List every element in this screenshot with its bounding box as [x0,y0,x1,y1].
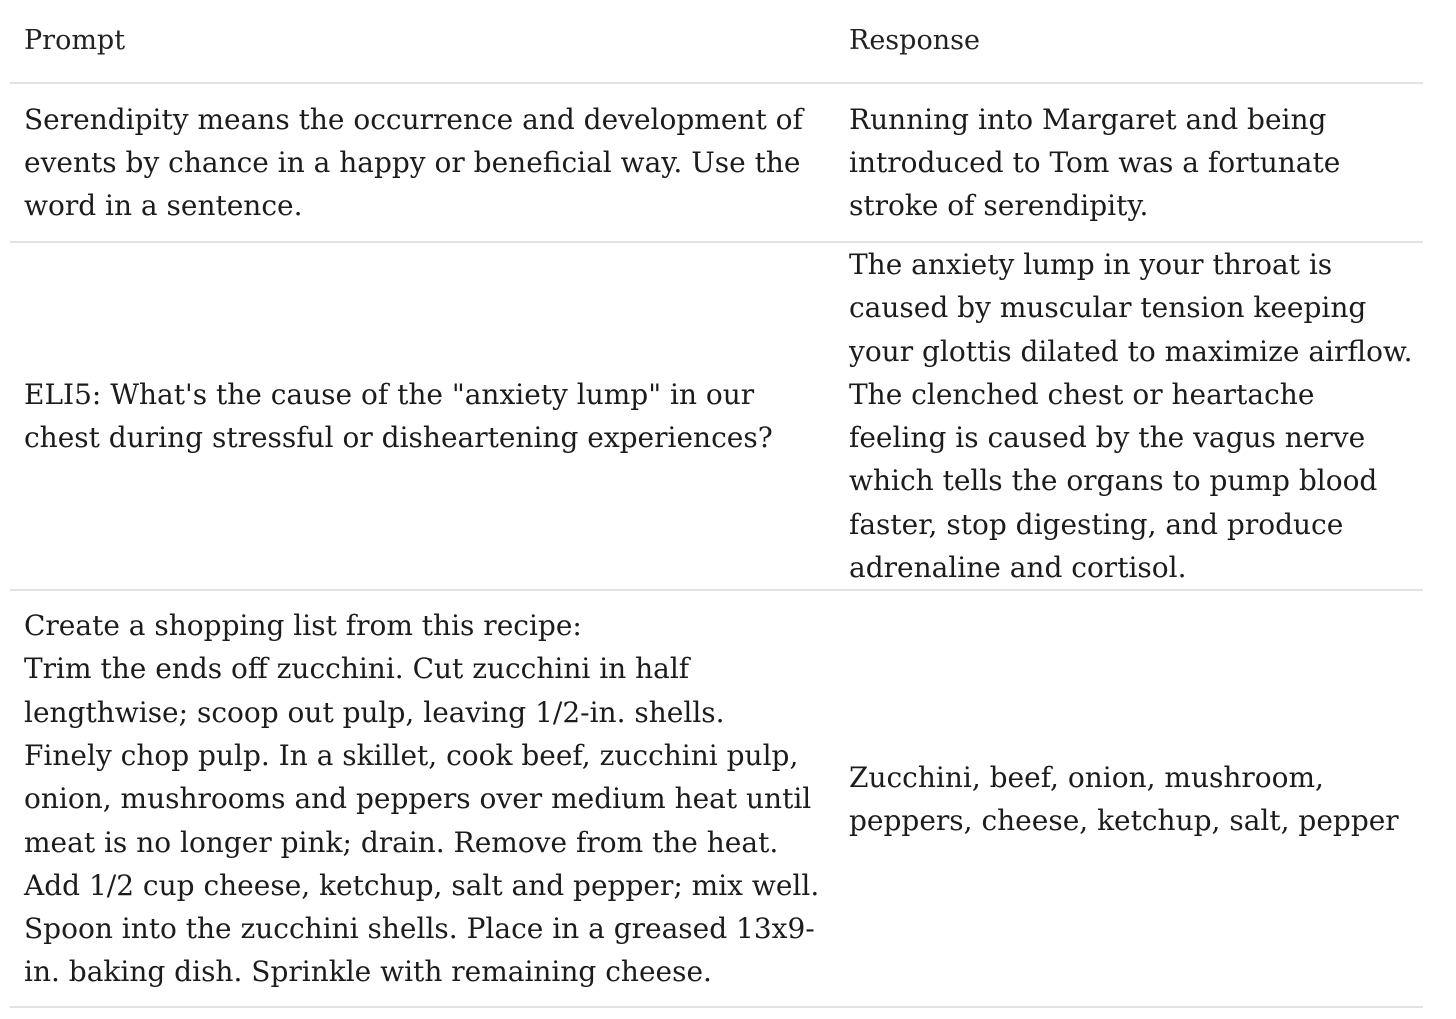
table-row [10,242,1423,590]
response-cell [835,83,1423,242]
response-cell [835,590,1423,1007]
prompt-response-table [10,0,1423,1008]
table-row [10,590,1423,1007]
prompt-text: Serendipity means the occurrence and development of events by chance in a happy or beneficial way. Use the word in a sentence. [24,102,803,223]
table-header [10,0,1423,83]
header-row [10,0,1423,83]
prompt-cell [10,83,835,242]
response-cell [835,242,1423,590]
table-body [10,83,1423,1007]
column-header-prompt: Prompt [10,0,835,83]
column-header-response: Response [835,0,1423,83]
response-text: Running into Margaret and being introduced to Tom was a fortunate stroke of serendipity. [849,102,1341,223]
prompt-response-table-container [10,0,1423,1008]
prompt-cell [10,590,835,1007]
prompt-cell [10,242,835,590]
response-text: Zucchini, beef, onion, mushroom, peppers, cheese, ketchup, salt, pepper [849,760,1399,837]
table-row [10,83,1423,242]
response-text: The anxiety lump in your throat is caused by muscular tension keeping your glottis dilated to maximize airflow. The clenched chest or heartache feeling is caused by the vagus nerve which tells the organs to pump blood faster, stop digesting, and produce adrenaline and cortisol. [849,248,1413,585]
prompt-text: ELI5: What's the cause of the "anxiety lump" in our chest during stressful or disheartening experiences? [24,377,773,455]
prompt-text: Create a shopping list from this recipe: Trim the ends off zucchini. Cut zucchini in half lengthwise; scoop out pulp, leaving 1/2-in. shells. Finely chop pulp. In a skillet, cook beef, zucchini pulp, onion, mushrooms and peppers over medium heat until meat is no longer pink; drain. Remove from the heat. Add 1/2 cup cheese, ketchup, salt and pepper; mix well. Spoon into the zucchini shells. Place in a greased 13x9-in. baking dish. Sprinkle with remaining cheese. [24,609,820,989]
